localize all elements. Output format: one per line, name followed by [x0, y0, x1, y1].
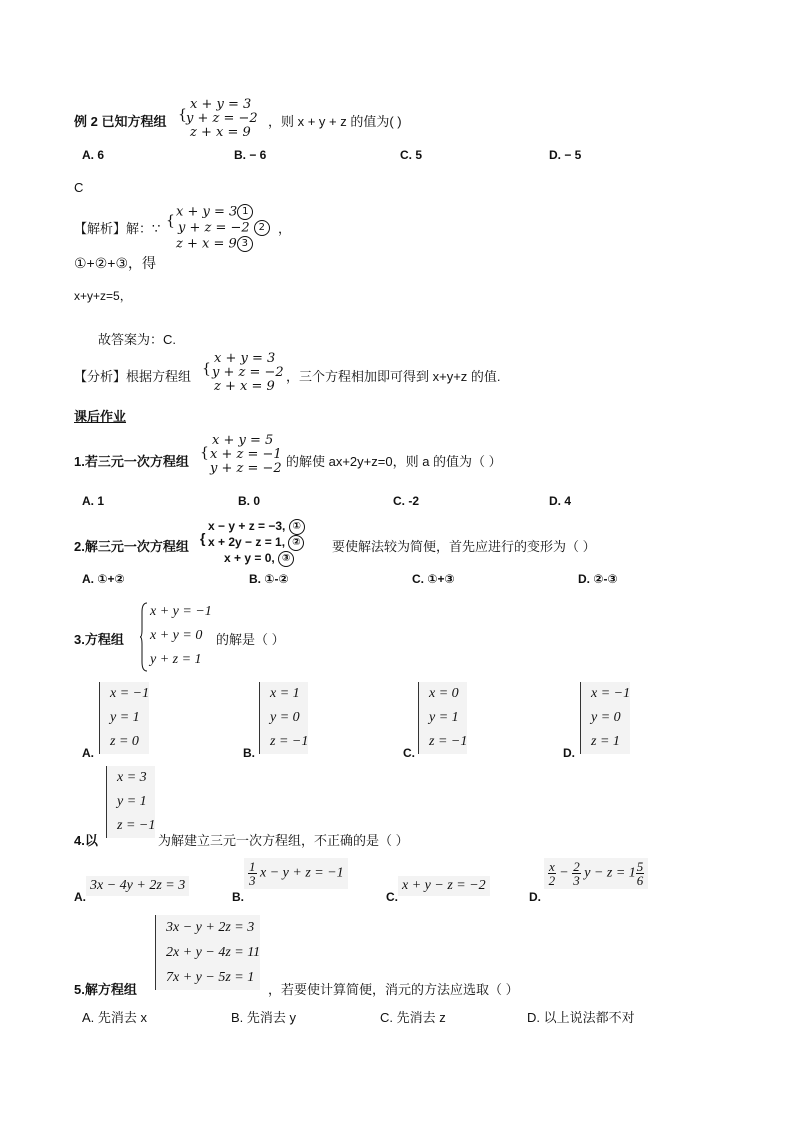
ex2-eq1: x + y = 3 [190, 97, 252, 112]
ex2-answer: C [74, 180, 84, 195]
q2-system: { x − y + z = −3, ① x + 2y − z = 1, ② x + y = 0, ③ [200, 519, 305, 567]
q2-prefix: 2.解三元一次方程组 [74, 539, 189, 554]
q3-option-a-letter: A. [82, 746, 94, 760]
q5-eq2: 2x + y − 4z = 11 [166, 945, 261, 960]
circle-1-icon: 1 [237, 204, 253, 220]
ex2-option-c: C. 5 [400, 148, 423, 162]
q1-option-c: C. -2 [393, 494, 420, 508]
q3-eq3: y + z = 1 [150, 652, 202, 667]
q3-b-z: z = −1 [270, 734, 309, 749]
q4-d-frac2-num: 2 [573, 859, 580, 874]
q4-option-d-letter: D. [529, 890, 541, 904]
fenxi-eq3: z + x = 9 [214, 379, 275, 394]
q3-option-b-letter: B. [243, 746, 255, 760]
q5-option-d: D. 以上说法都不对 [527, 1010, 635, 1025]
q4-d-minus: − [559, 865, 569, 881]
q2-option-c: C. ①+③ [412, 572, 455, 586]
q5-eq3: 7x + y − 5z = 1 [166, 970, 255, 985]
q1-prefix: 1.若三元一次方程组 [74, 454, 189, 469]
q4-option-b-letter: B. [232, 890, 244, 904]
circle-3-icon: ③ [278, 551, 294, 567]
q2-option-a: A. ①+② [82, 572, 125, 586]
q2-after: 要使解法较为简便，首先应进行的变形为（ ） [332, 539, 596, 554]
q4-x: x = 3 [117, 770, 147, 785]
q4-option-c: x + y − z = −2 [398, 876, 490, 896]
q4-option-a: 3x − 4y + 2z = 3 [86, 876, 189, 896]
q4-d-frac3-den: 6 [636, 873, 644, 888]
ex2-option-a: A. 6 [82, 148, 105, 162]
q3-d-x: x = −1 [591, 686, 631, 701]
circle-3-icon: 3 [237, 236, 253, 252]
q5-eq1: 3x − y + 2z = 3 [166, 920, 255, 935]
q2-eq2: x + 2y − z = 1, [208, 535, 286, 550]
ex2-fenxi-system: { x + y = 3 y + z = −2 z + x = 9 [202, 351, 284, 394]
q4-option-b [244, 858, 348, 889]
q4-b-rest: x − y + z = −1 [260, 865, 344, 881]
q1-option-b: B. 0 [238, 494, 261, 508]
ex2-jiexi-after: ， [278, 221, 292, 236]
jiexi-eq3: z + x = 9 [176, 236, 237, 252]
q5-option-c: C. 先消去 z [380, 1010, 446, 1025]
q5-prefix: 5.解方程组 [74, 982, 137, 997]
q4-z: z = −1 [117, 818, 156, 833]
q2-option-b: B. ①-② [249, 572, 289, 586]
q4-d-frac3-num: 5 [636, 859, 644, 874]
q3-c-y: y = 1 [429, 710, 459, 725]
q5-system [155, 915, 260, 990]
q1-after: 的解使 ax+2y+z=0，则 a 的值为（ ） [286, 454, 502, 469]
q4-y: y = 1 [117, 794, 147, 809]
q4-d-frac1-num: x [549, 859, 555, 874]
brace-icon [140, 602, 148, 672]
jiexi-eq1: x + y = 3 [176, 204, 238, 220]
q4-option-a-letter: A. [74, 890, 86, 904]
q1-option-a: A. 1 [82, 494, 105, 508]
ex2-jiexi-system: { x + y = 3 1 y + z = −2 2 z + x = 9 3 [166, 204, 270, 252]
q4-after: 为解建立三元一次方程组，不正确的是（ ） [158, 833, 409, 848]
q3-a-y: y = 1 [110, 710, 140, 725]
q4-option-d [544, 858, 648, 889]
q3-c-x: x = 0 [429, 686, 459, 701]
ex2-question: ，则 x + y + z 的值为( ) [268, 114, 402, 129]
q2-eq3: x + y = 0, [224, 551, 275, 566]
q3-after: 的解是（ ） [216, 632, 285, 647]
q3-option-d [580, 682, 630, 754]
q3-b-y: y = 0 [270, 710, 300, 725]
q3-eq2: x + y = 0 [150, 628, 203, 643]
q4-d-frac2-den: 3 [573, 873, 580, 888]
q5-option-a: A. 先消去 x [82, 1010, 148, 1025]
q4-b-num: 1 [249, 859, 256, 874]
fenxi-eq2: y + z = −2 [212, 365, 284, 380]
q3-option-a [99, 682, 149, 754]
q5-after: ，若要使计算简便，消元的方法应选取（ ） [268, 982, 519, 997]
q3-option-d-letter: D. [563, 746, 575, 760]
ex2-jiexi-label: 【解析】解：∵ [74, 221, 161, 236]
q3-option-b [259, 682, 308, 754]
circle-2-icon: ② [288, 535, 304, 551]
ex2-fenxi-label: 【分析】根据方程组 [74, 369, 192, 384]
q3-c-z: z = −1 [429, 734, 468, 749]
fenxi-eq1: x + y = 3 [214, 351, 276, 366]
q3-eq1: x + y = −1 [150, 604, 212, 619]
q5-option-b: B. 先消去 y [231, 1010, 297, 1025]
ex2-option-b: B. − 6 [234, 148, 267, 162]
q3-system [140, 600, 212, 672]
q3-a-z: z = 0 [110, 734, 139, 749]
q1-option-d: D. 4 [549, 494, 572, 508]
q4-d-mid: y − z = 1 [584, 865, 636, 881]
jiexi-eq2: y + z = −2 [178, 220, 250, 236]
q2-eq1: x − y + z = −3, [208, 519, 286, 534]
ex2-eq3: z + x = 9 [190, 125, 251, 140]
q3-d-y: y = 0 [591, 710, 621, 725]
q3-option-c-letter: C. [403, 746, 415, 760]
ex2-step1: ①+②+③，得 [74, 255, 157, 271]
q1-eq3: y + z = −2 [210, 461, 282, 476]
q3-prefix: 3.方程组 [74, 632, 124, 647]
circle-1-icon: ① [289, 519, 305, 535]
q4-b-den: 3 [249, 873, 256, 888]
q3-b-x: x = 1 [270, 686, 300, 701]
q3-a-x: x = −1 [110, 686, 150, 701]
q2-option-d: D. ②-③ [578, 572, 618, 586]
circle-2-icon: 2 [254, 220, 270, 236]
q1-eq2: x + z = −1 [210, 447, 282, 462]
q1-eq1: x + y = 5 [212, 433, 274, 448]
ex2-step2: x+y+z=5， [74, 289, 132, 303]
ex2-fenxi-after: ，三个方程相加即可得到 x+y+z 的值. [286, 369, 501, 384]
ex2-final: 故答案为：C. [98, 332, 177, 347]
ex2-prefix: 例 2 已知方程组 [74, 114, 167, 129]
q4-system [106, 766, 155, 838]
ex2-system: { x + y = 3 y + z = −2 z + x = 9 [178, 97, 258, 140]
ex2-eq2: y + z = −2 [186, 111, 258, 126]
homework-title: 课后作业 [74, 409, 127, 424]
q1-system: { x + y = 5 x + z = −1 y + z = −2 [200, 433, 282, 476]
ex2-option-d: D. − 5 [549, 148, 582, 162]
q4-prefix: 4.以 [74, 833, 98, 848]
q4-option-c-letter: C. [386, 890, 398, 904]
q3-option-c [418, 682, 467, 754]
q4-d-frac1-den: 2 [548, 873, 556, 888]
q3-d-z: z = 1 [591, 734, 620, 749]
